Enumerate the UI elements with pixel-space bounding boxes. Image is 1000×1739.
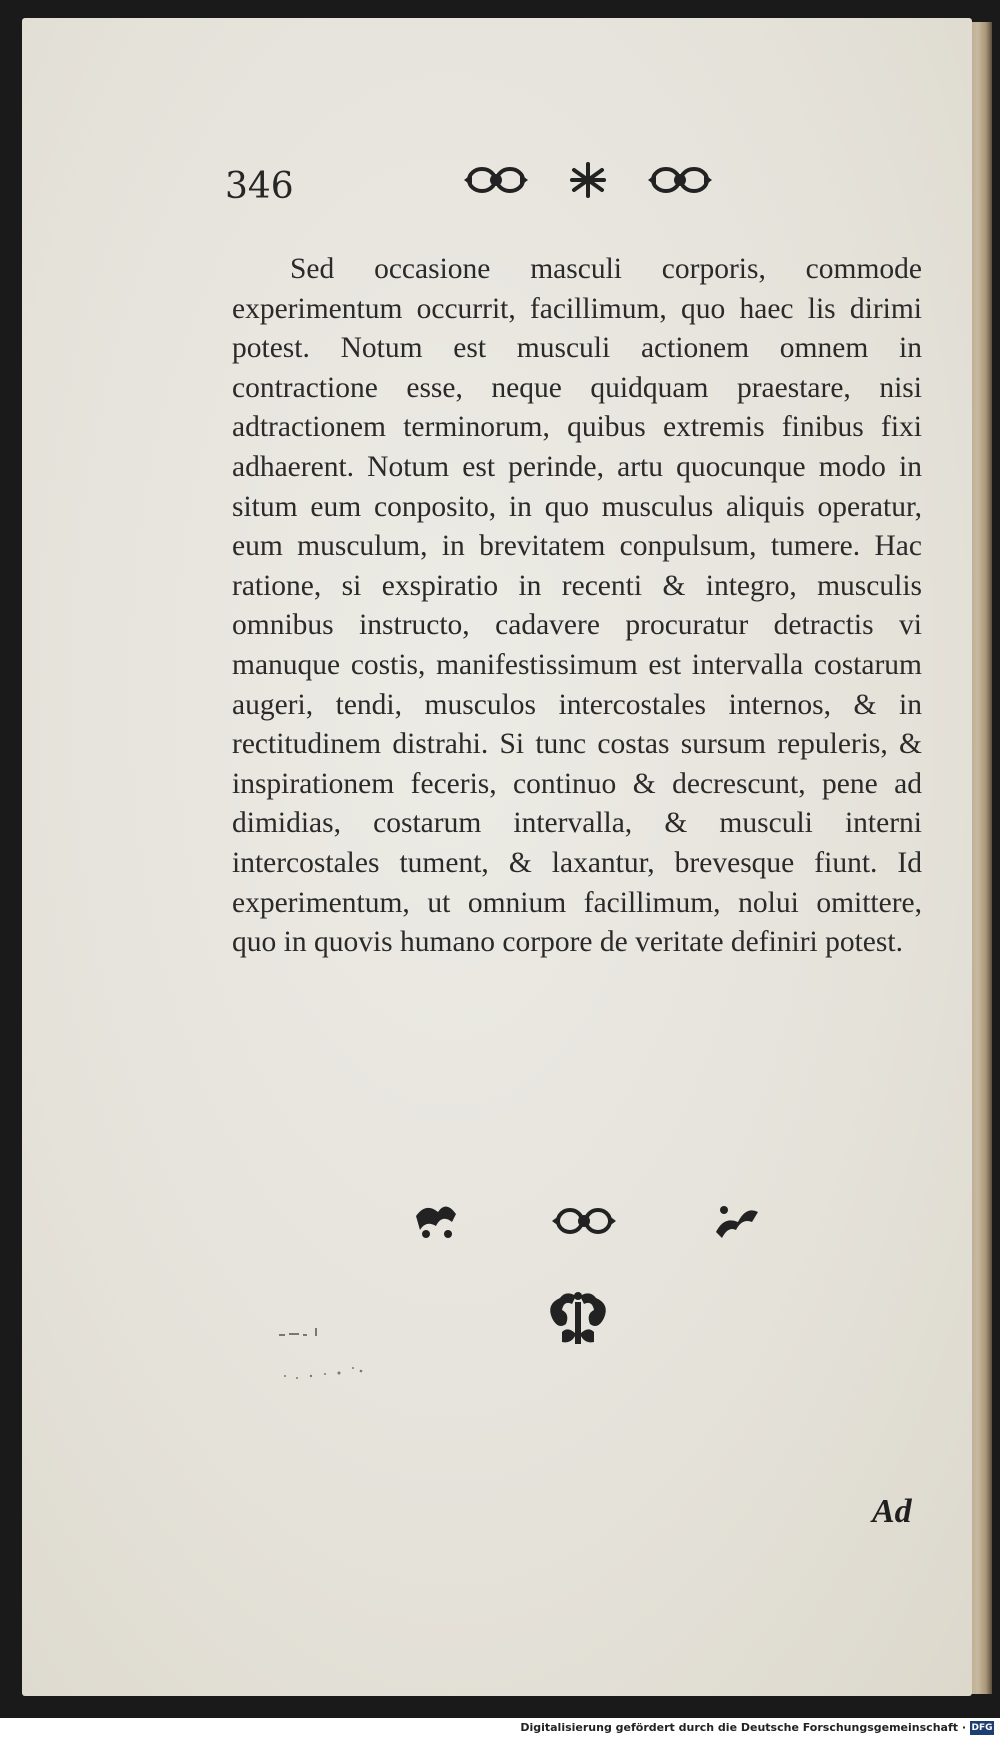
fleuron-ornament-icon <box>542 1288 614 1350</box>
digitization-footer <box>0 1718 1000 1739</box>
dfg-logo: DFG <box>971 1723 993 1733</box>
running-head <box>22 158 972 208</box>
page-number: 346 <box>225 166 294 207</box>
paper-specks <box>277 1328 407 1388</box>
funding-credit: Digitalisierung gefördert durch die Deutsche Forschungsgemeinschaft · <box>520 1721 966 1734</box>
body-paragraph: Sed occasione masculi corporis, commode experimentum occurrit, facillimum, quo haec lis dirimi potest. Notum est musculi actionem omnem in contractione esse, neque quidquam praestare, nisi adtractionem terminorum, quibus extremis finibus fixi adhaerent. Notum est perinde, artu quocunque modo in situm eum conposito, in quo musculus aliquis operatur, eum musculum, in brevitatem conpulsum, tumere. Hac ratione, si exspiratio in recenti & integro, musculis omnibus instructo, cadavere procuratur detractis vi manuque costis, manifestissimum est intervalla costarum augeri, tendi, musculos intercostales internos, & in rectitudinem distrahi. Si tunc costas sursum repuleris, & inspirationem feceris, continuo & decrescunt, pene ad dimidias, costarum intervalla, & musculi interni intercostales tument, & laxantur, brevesque fiunt. Id experimentum, ut omnium facillimum, nolui omittere, quo in quovis humano corpore de veritate definiri potest. <box>232 253 922 959</box>
catchword: Ad <box>872 1493 912 1530</box>
header-ornament-icon <box>460 158 716 202</box>
book-page <box>22 18 972 1696</box>
tailpiece-ornament-icon <box>412 1196 762 1246</box>
